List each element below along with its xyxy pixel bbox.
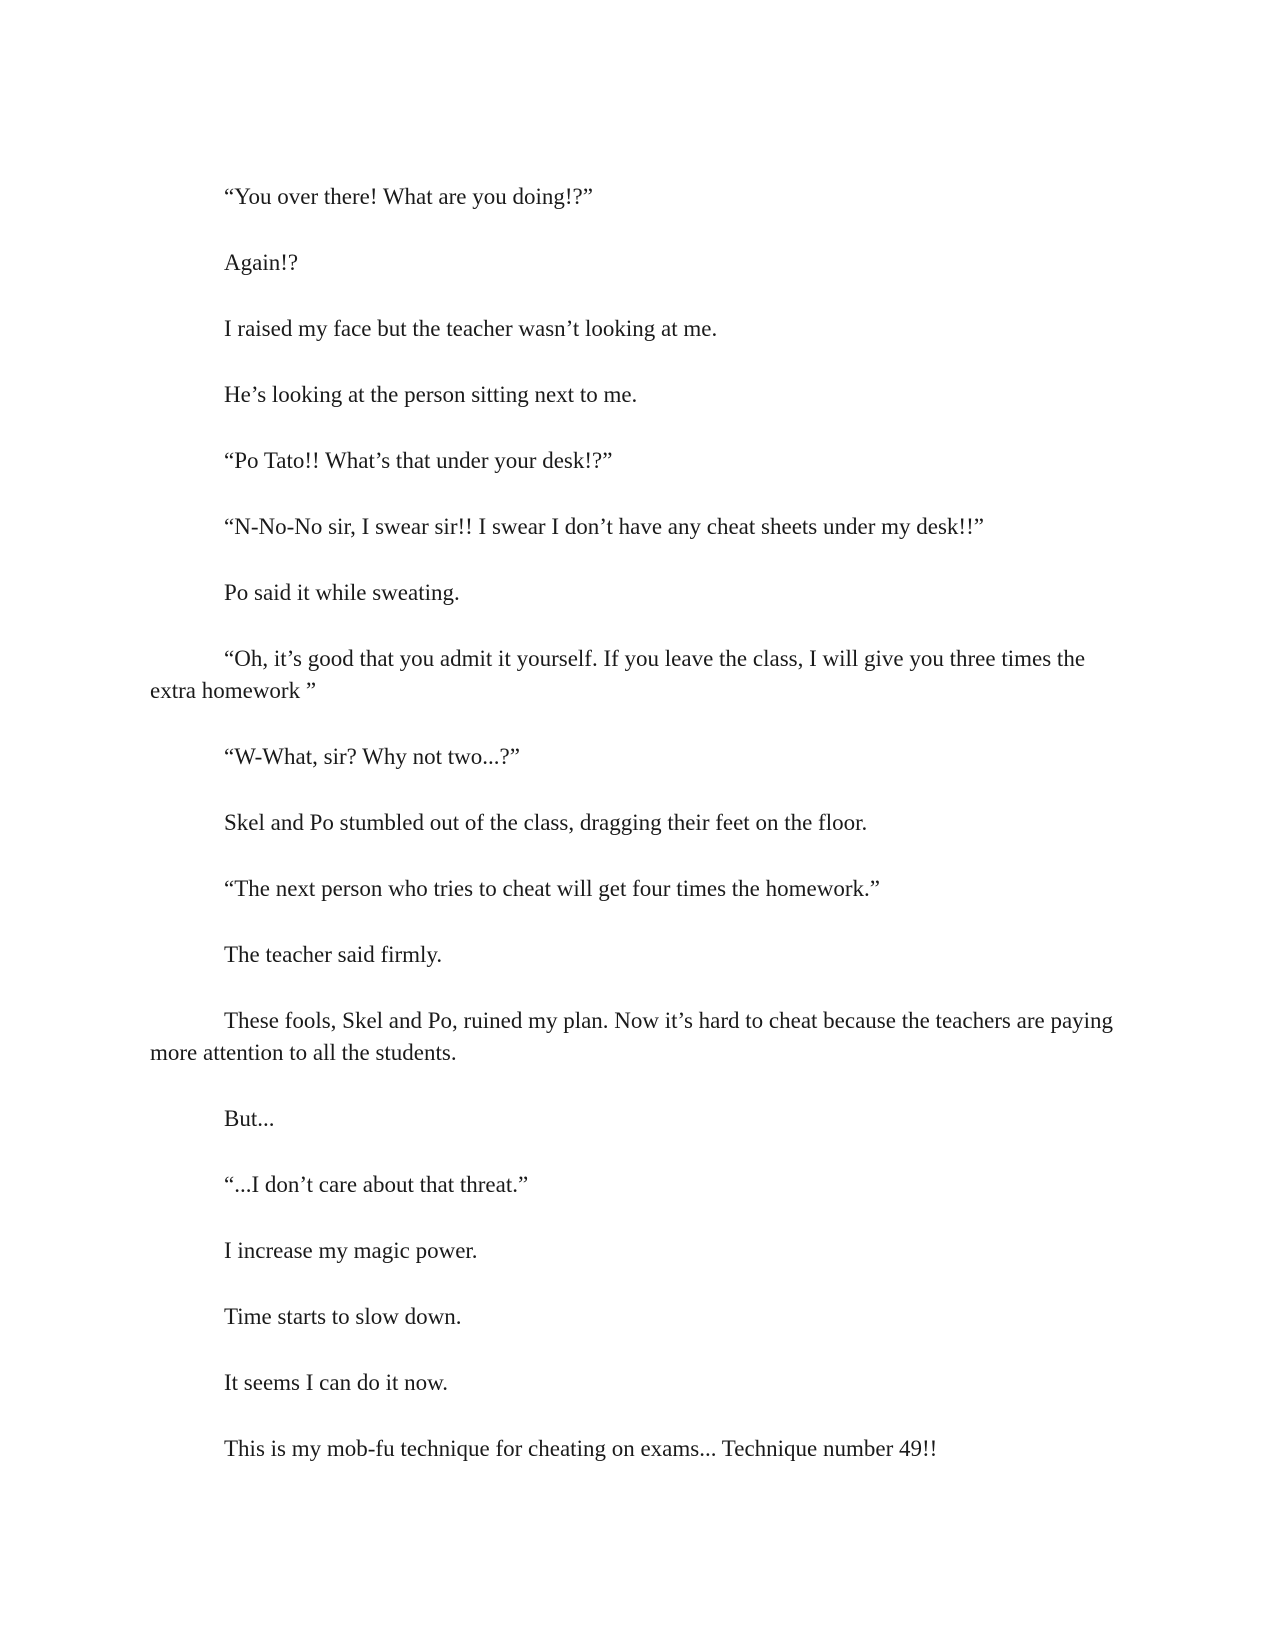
paragraph: “Po Tato!! What’s that under your desk!?” xyxy=(224,448,613,473)
paragraph: The teacher said firmly. xyxy=(224,942,443,967)
paragraph: “The next person who tries to cheat will get four times the homework.” xyxy=(224,876,880,901)
paragraph: “...I don’t care about that threat.” xyxy=(224,1172,529,1197)
paragraph: Skel and Po stumbled out of the class, dragging their feet on the floor. xyxy=(224,810,868,835)
paragraph: “You over there! What are you doing!?” xyxy=(224,184,593,209)
paragraph: These fools, Skel and Po, ruined my plan. Now it’s hard to cheat because the teachers are paying more attention to all the students. xyxy=(150,1008,1114,1065)
paragraph: It seems I can do it now. xyxy=(224,1370,448,1395)
paragraph: This is my mob-fu technique for cheating on exams... Technique number 49!! xyxy=(224,1436,938,1461)
paragraph: But... xyxy=(224,1106,275,1131)
paragraph: Again!? xyxy=(224,250,299,275)
paragraph: “Oh, it’s good that you admit it yourself. If you leave the class, I will give you three times the extra homework ” xyxy=(150,646,1086,703)
paragraph: Po said it while sweating. xyxy=(224,580,460,605)
paragraph: Time starts to slow down. xyxy=(224,1304,462,1329)
paragraph: “N-No-No sir, I swear sir!! I swear I don’t have any cheat sheets under my desk!!” xyxy=(224,514,984,539)
paragraph: “W-What, sir? Why not two...?” xyxy=(224,744,520,769)
paragraph: I increase my magic power. xyxy=(224,1238,478,1263)
paragraph: I raised my face but the teacher wasn’t looking at me. xyxy=(224,316,718,341)
story-text xyxy=(150,181,1120,1499)
paragraph: He’s looking at the person sitting next to me. xyxy=(224,382,638,407)
